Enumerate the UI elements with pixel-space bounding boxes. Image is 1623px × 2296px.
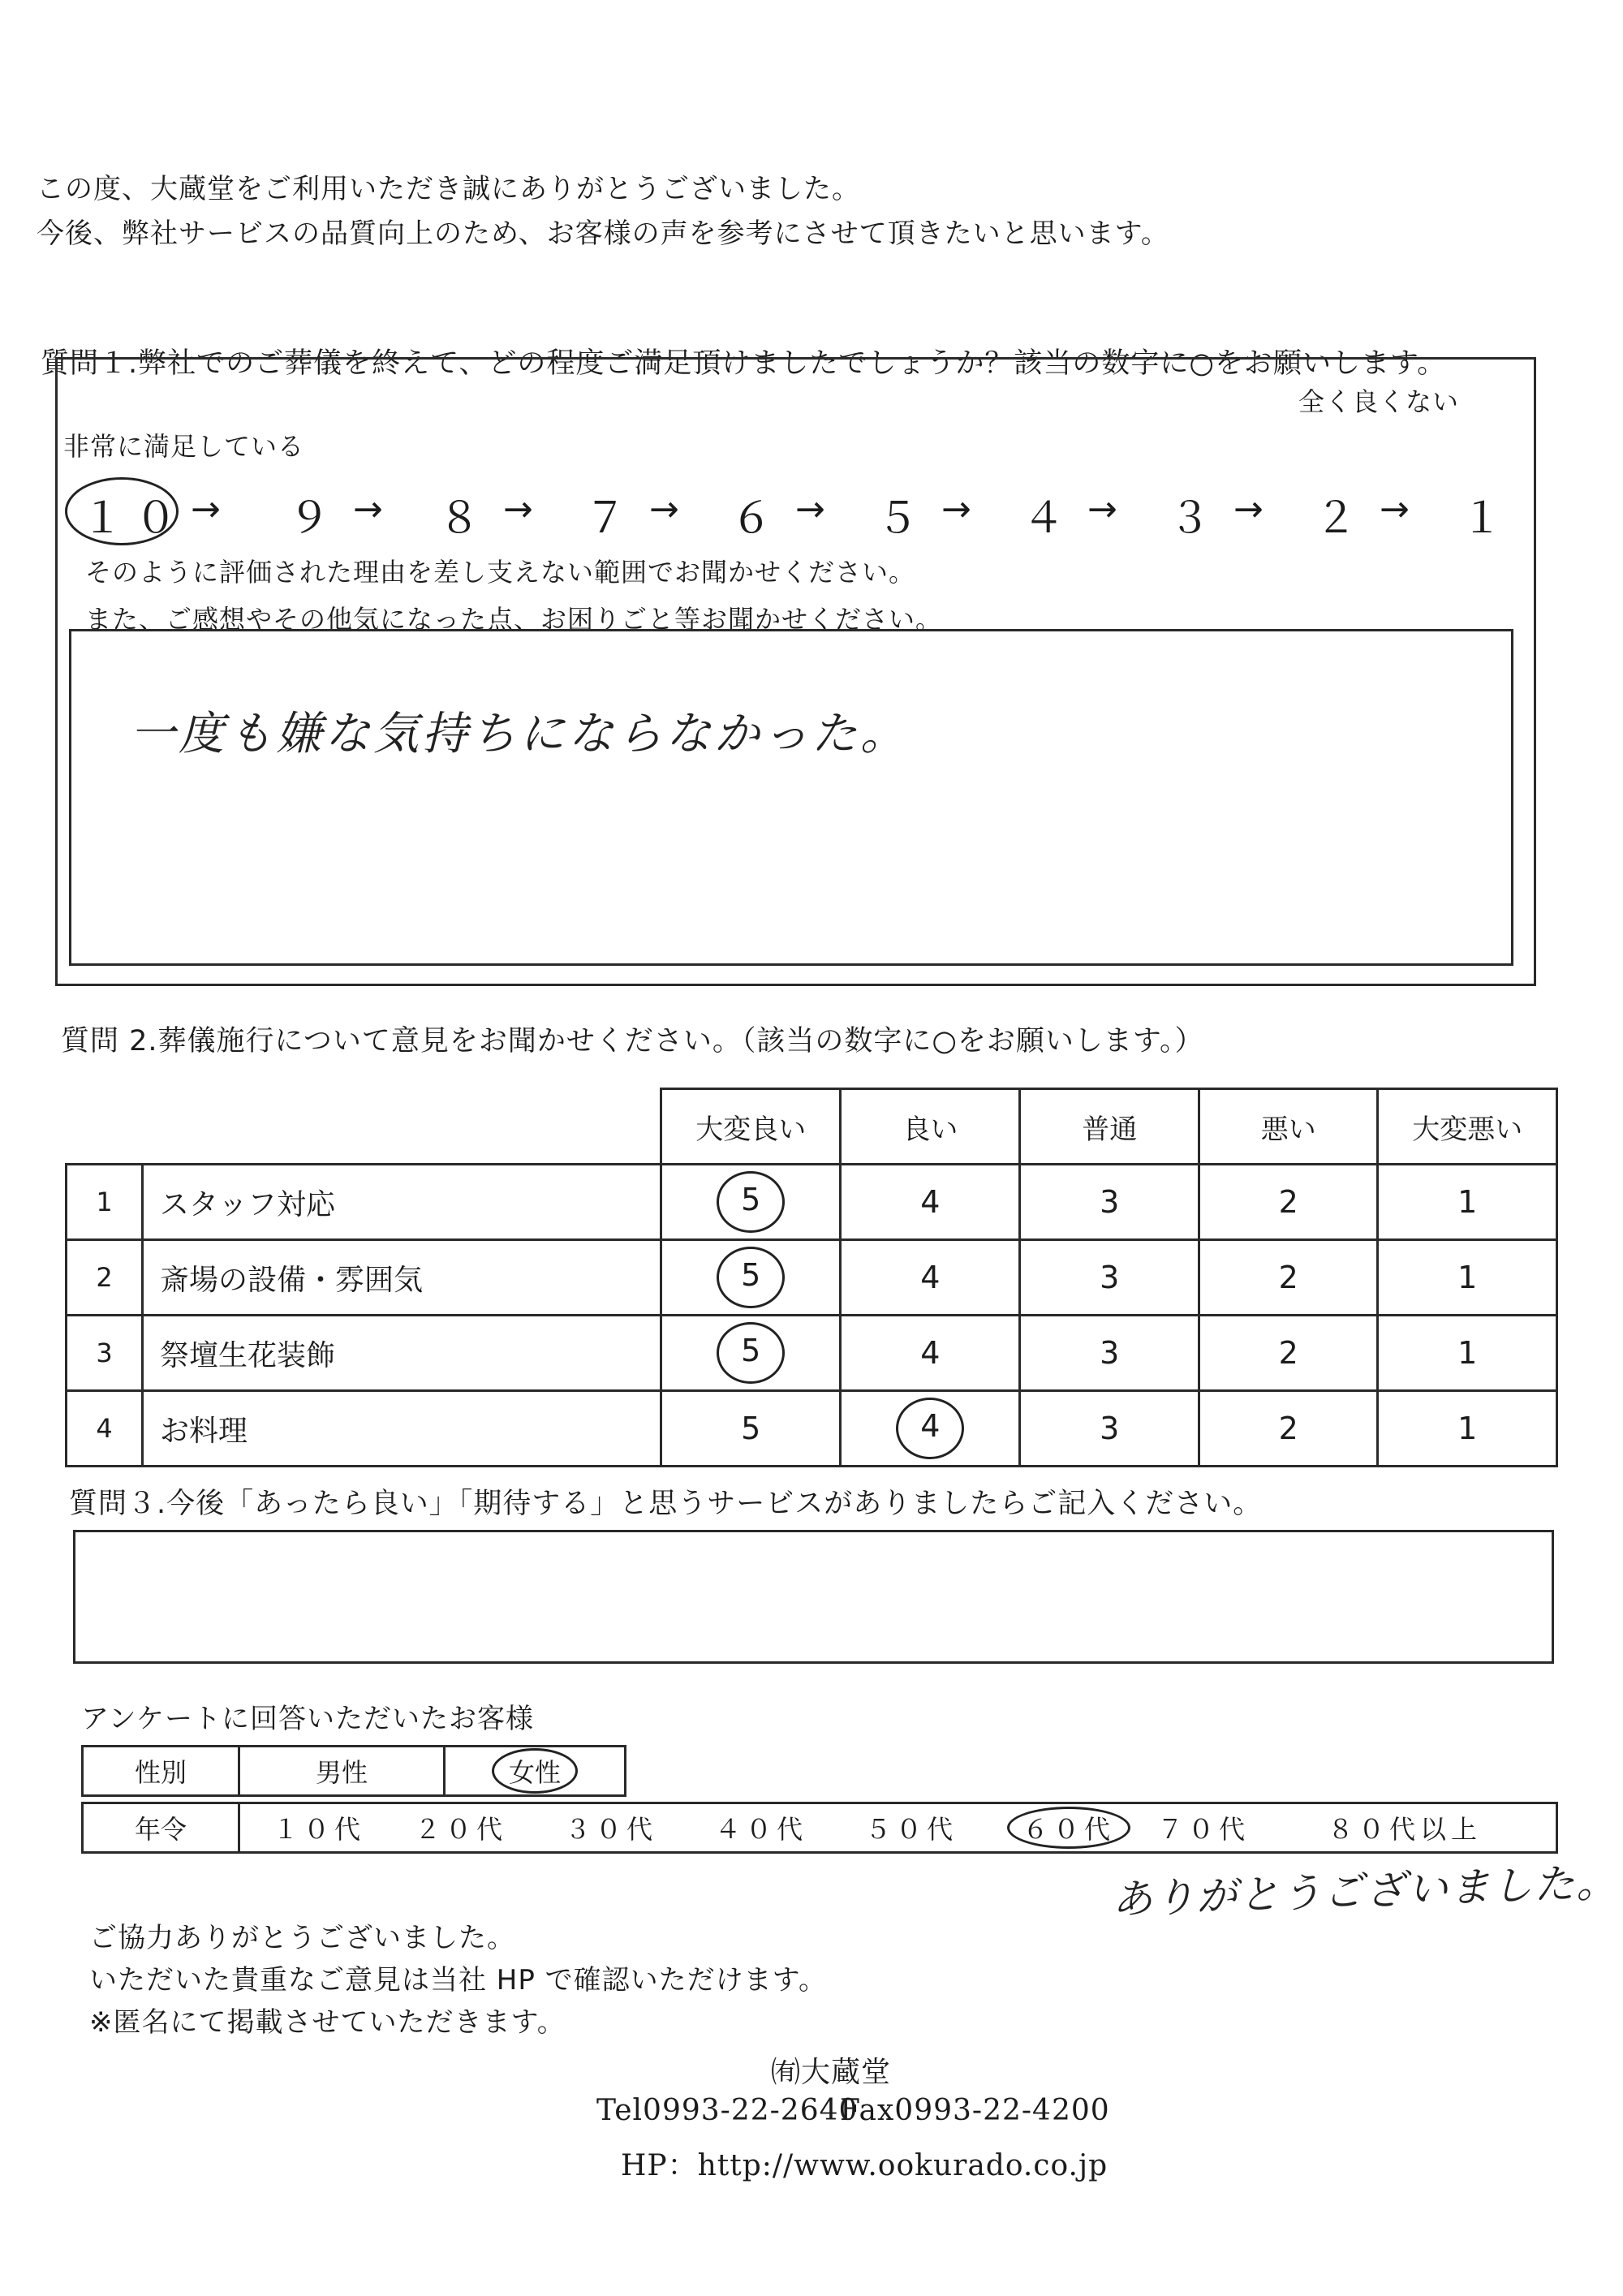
- row-number: 2: [67, 1240, 143, 1316]
- arrow-icon: →: [191, 489, 221, 530]
- q3-answer-box[interactable]: [73, 1530, 1554, 1664]
- q1-label-high: 非常に満足している: [63, 431, 305, 462]
- arrow-icon: →: [1087, 489, 1117, 530]
- respondent-title: アンケートに回答いただいたお客様: [81, 1703, 534, 1735]
- score-cell[interactable]: [661, 1240, 841, 1316]
- score-cell[interactable]: 4: [841, 1316, 1020, 1391]
- closing-line-2: いただいた貴重なご意見は当社 HP で確認いただけます。: [89, 1964, 827, 1997]
- row-label: スタッフ対応: [143, 1165, 661, 1240]
- gender-option-male[interactable]: 男性: [239, 1747, 445, 1796]
- arrow-icon: →: [1233, 489, 1264, 530]
- q1-prompt-1: そのように評価された理由を差し支えない範囲でお聞かせください。: [85, 557, 916, 588]
- q2-title: 質問 2.葬儀施行について意見をお聞かせください。（該当の数字に○をお願いします。）: [61, 1025, 1204, 1058]
- score-cell[interactable]: 3: [1020, 1316, 1199, 1391]
- table-row: [67, 1316, 1557, 1391]
- score-cell[interactable]: 2: [1199, 1240, 1378, 1316]
- gender-option-female[interactable]: [445, 1747, 626, 1796]
- gender-label: 性別: [83, 1747, 239, 1796]
- row-number: 4: [67, 1391, 143, 1467]
- age-label: 年令: [83, 1803, 239, 1853]
- q1-prompt-2: また、ご感想やその他気になった点、お困りごと等お聞かせください。: [85, 604, 943, 635]
- arrow-icon: →: [353, 489, 383, 530]
- q2-header-good: 良い: [841, 1089, 1020, 1165]
- q1-scale-9[interactable]: ９: [288, 494, 331, 543]
- age-option-50s[interactable]: ５０代: [865, 1814, 958, 1845]
- selection-circle[interactable]: 5: [717, 1322, 785, 1384]
- score-cell[interactable]: 2: [1199, 1391, 1378, 1467]
- q2-header-very-good: 大変良い: [661, 1089, 841, 1165]
- age-option-60s-selected[interactable]: ６０代: [1007, 1807, 1130, 1849]
- q1-scale-10[interactable]: １０: [81, 494, 189, 543]
- closing-line-3: ※匿名にて掲載させていただきます。: [89, 2006, 566, 2039]
- company-fax: Fax0993-22-4200: [840, 2094, 1110, 2127]
- q1-answer-text: 一度も嫌な気持ちにならなかった。: [130, 708, 909, 760]
- arrow-icon: →: [649, 489, 679, 530]
- q2-header-very-bad: 大変悪い: [1378, 1089, 1557, 1165]
- score-cell[interactable]: 3: [1020, 1165, 1199, 1240]
- company-tel: Tel0993-22-2640: [596, 2094, 859, 2127]
- arrow-icon: →: [941, 489, 971, 530]
- score-cell[interactable]: 2: [1199, 1316, 1378, 1391]
- score-cell[interactable]: [661, 1165, 841, 1240]
- row-number: 3: [67, 1316, 143, 1391]
- company-hp-link[interactable]: HP：http://www.ookurado.co.jp: [621, 2149, 1109, 2182]
- arrow-icon: →: [503, 489, 533, 530]
- q2-header-bad: 悪い: [1199, 1089, 1378, 1165]
- q2-header-average: 普通: [1020, 1089, 1199, 1165]
- score-cell[interactable]: [661, 1316, 841, 1391]
- score-cell[interactable]: 2: [1199, 1165, 1378, 1240]
- age-table: [81, 1802, 1558, 1854]
- score-cell[interactable]: 1: [1378, 1165, 1557, 1240]
- score-cell[interactable]: 1: [1378, 1391, 1557, 1467]
- q2-rating-table: [65, 1088, 1558, 1467]
- selection-circle[interactable]: 5: [717, 1247, 785, 1308]
- row-label: 斎場の設備・雰囲気: [143, 1240, 661, 1316]
- age-option-80s-plus[interactable]: ８０代以上: [1328, 1814, 1483, 1845]
- score-cell[interactable]: 1: [1378, 1316, 1557, 1391]
- age-option-70s[interactable]: ７０代: [1157, 1814, 1251, 1845]
- q1-scale-4[interactable]: ４: [1022, 494, 1065, 543]
- intro-line-2: 今後、弊社サービスの品質向上のため、お客様の声を参考にさせて頂きたいと思います。: [37, 218, 1169, 250]
- q1-scale-7[interactable]: ７: [584, 494, 627, 543]
- score-cell[interactable]: 3: [1020, 1391, 1199, 1467]
- q1-label-low: 全く良くない: [1298, 386, 1460, 417]
- age-option-30s[interactable]: ３０代: [565, 1814, 658, 1845]
- selection-circle[interactable]: 4: [896, 1398, 964, 1459]
- q1-scale-2[interactable]: ２: [1315, 494, 1358, 543]
- q1-scale-5[interactable]: ５: [876, 494, 919, 543]
- q1-scale-1[interactable]: １: [1461, 494, 1504, 543]
- q1-scale-8[interactable]: ８: [438, 494, 481, 543]
- q1-scale-3[interactable]: ３: [1169, 494, 1212, 543]
- selection-circle[interactable]: 5: [717, 1171, 785, 1233]
- age-options: [239, 1803, 1557, 1853]
- score-cell[interactable]: 4: [841, 1240, 1020, 1316]
- q3-title: 質問３.今後「あったら良い」「期待する」と思うサービスがありましたらご記入ください。: [69, 1488, 1263, 1520]
- q1-title: 質問１.弊社でのご葬儀を終えて、どの程度ご満足頂けましたでしょうか？該当の数字に○をお願いします。: [41, 347, 1447, 380]
- company-name: ㈲大蔵堂: [771, 2056, 892, 2089]
- score-cell[interactable]: 5: [661, 1391, 841, 1467]
- closing-line-1: ご協力ありがとうございました。: [89, 1922, 515, 1954]
- row-label: お料理: [143, 1391, 661, 1467]
- arrow-icon: →: [795, 489, 825, 530]
- q1-scale-6[interactable]: ６: [730, 494, 773, 543]
- table-row: [67, 1391, 1557, 1467]
- row-number: 1: [67, 1165, 143, 1240]
- handwritten-thanks: ありがとうございました。: [1111, 1859, 1619, 1923]
- score-cell[interactable]: 1: [1378, 1240, 1557, 1316]
- age-option-20s[interactable]: ２０代: [415, 1814, 508, 1845]
- q1-scale: [65, 477, 1526, 550]
- gender-table: [81, 1745, 626, 1797]
- table-row: [67, 1240, 1557, 1316]
- score-cell[interactable]: [841, 1391, 1020, 1467]
- age-option-40s[interactable]: ４０代: [715, 1814, 808, 1845]
- row-label: 祭壇生花装飾: [143, 1316, 661, 1391]
- arrow-icon: →: [1380, 489, 1410, 530]
- table-row: [67, 1165, 1557, 1240]
- age-option-10s[interactable]: １０代: [273, 1814, 366, 1845]
- intro-line-1: この度、大蔵堂をご利用いただき誠にありがとうございました。: [37, 173, 860, 205]
- score-cell[interactable]: 3: [1020, 1240, 1199, 1316]
- q1-answer-box[interactable]: [69, 629, 1513, 966]
- score-cell[interactable]: 4: [841, 1165, 1020, 1240]
- gender-selected-circle[interactable]: 女性: [492, 1748, 578, 1794]
